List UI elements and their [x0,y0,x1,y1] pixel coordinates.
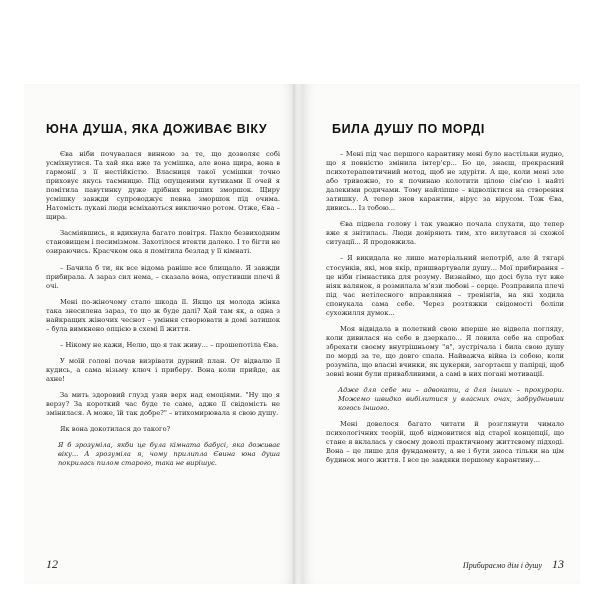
paragraph: Як вона докотилася до такого? [60,425,171,434]
paragraph: У моїй голові почав визрівати дурний план. От відвалю її кудись, а сама візьму ключ і приберу. Вона коли прийде, ак ахне! [46,356,280,383]
paragraph: За мить здоровий глузд узяв верх над емоціями. "Ну що я верзу? За короткий час буде те саме, адже її свідомість не змінилася. А може, їй так добре?" – втихомирювала я свою душу. [46,391,280,418]
paragraph: Мені по-жіночому стало шкода її. Якщо ця молода жінка така знесилена зараз, то що ж буде далі? Хай там як, а одна з найкращих жіночих чеснот – уміння створювати в домі затишок – була вимкнено опцією в схемі її життя. [46,297,280,333]
left-page-title: ЮНА ДУША, ЯКА ДОЖИВАЄ ВІКУ [46,122,268,136]
paragraph: Засміявшись, я вдихнула багато повітря. Пахло безвиходним становищем і песимізмом. Захотілося втекти далеко. І то бігти не озираючись. Красчком ока я помітила безлад у її кімнаті. [46,229,280,256]
italic-quote: Я б зрозуміла, якби це була кімната бабусі, яка доживає віку... А зрозуміла я, чому прилипла Євина юна душа покрилась пилом старого, така не вирішує. [58,441,280,468]
paragraph: – Я викидала не лише матеріальний непотріб, але й тягарі стосунків, які, мов якір, пришвартували душу... Мої прибирання – це ніби гімнастика для розуму. Визнаймо, що досі була тут вже ніяк валянок, я розмилала мʼязи любові – серце. Розправила плечі під час нетілесного вправляння – тренінгів, на які ходила спонукала сама себе. Через розтяжки свідомості боліли сухожилля думок... [326,254,564,317]
left-page [24,84,294,584]
page-footer-right [463,557,564,572]
left-page-body [46,150,280,468]
right-page-body [326,150,564,465]
paragraph: – Нікому не кажи, Нелю, що я так живу... – прошепотіла Єва. [60,340,279,349]
paragraph: Єва ніби почувалася винною за те, що дозволяє собі усміхнутися. Та хай яка вже та усмішка, але вона щира, вона в гармонії з її нестійкістю. Власниця такої усмішки точно приховує якусь таємницю. Під опущеними кутиками її очей я помітила павутинку дуже дрібних верших зморшок. Щиру усмішку завжди супроводжує певна зморшок під очима. Натомість лукаві люди всміхаються виключно ротом. Отже, Єва – щира. [46,150,280,222]
paragraph: Єва підвела голову і так уважно почала слухати, що тепер вже я знітилась. Люди довіряють тим, хто вилутався зі схожої ситуації... Я продовжила. [326,220,564,247]
right-page [302,84,580,584]
paragraph: – Мені під час першого карантину мені було настільки нудно, що я повністю змінила інтер'єр... Бо це, знаєш, прекрасний психотерапевтичний метод, щоб не здуріти. А ще, коли мені зле або тривожно, то я починаю колотити цілою сім'єю і найті далекими родичами. Тому найліпше – відволіктися на створення затишку. А тепер знов карантин, вірус за вірусом. Тож Єва, дивись... Із тобою... [326,150,564,213]
italic-quote: Адже для себе ми – адвокати, а для інших – прокурори. Можемо швидко вибілитися у власних очах, забруднивши когось іншого. [338,386,564,413]
running-title: Прибираємо дім і душу [462,561,542,570]
paragraph: Мені довелося багато читати й розглянути чимало психологічних теорій, щоб відмовитися від старої концепції, що стане я вклалась у своєму доволі практичному життєвому підході. Вона – це лише для фундаменту, а не і бути зноса тільки на цім будинок мого життя. І все це завдяки першому карантину... [326,420,564,465]
paragraph: – Бачила б ти, як все відома раніше все блищало. Я завжди прибирала. А зараз сил нема, – сказала вона, опустивши плечі й очі. [46,263,280,290]
paragraph: Моя відвідала в полетний свою вперше не відвела погляду, коли дивилася на себе в дзеркало... Я ловила себе на спробах збрехати своєму внутрішньому "я", зустрічала і била свою душу по морді за те, що довго спала. Найважча війна із собою, коли розуміла, що власні вчинки, як цукерки, загортаєш у папірці, щоб зовні вони були привабливими, а самі в них погані мотивації. [326,324,564,379]
page-number-right: 13 [552,557,564,571]
page-number-left: 12 [46,557,58,571]
right-page-title: БИЛА ДУШУ ПО МОРДІ [332,122,485,136]
